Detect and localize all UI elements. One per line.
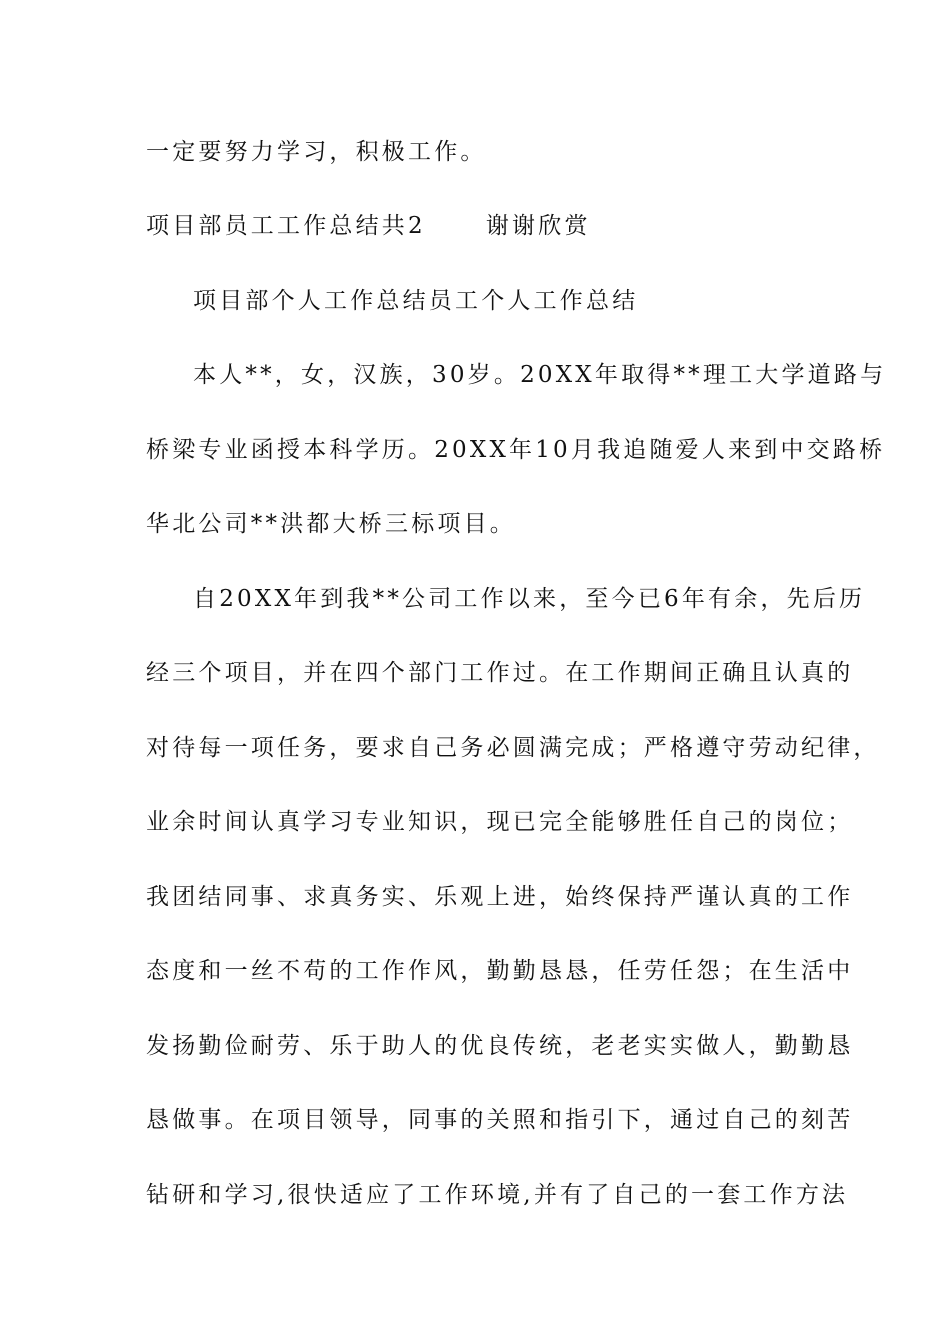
paragraph-2-line-3: 对待每一项任务，要求自己务必圆满完成；严格遵守劳动纪律， (146, 735, 880, 761)
paragraph-2-line-4: 业余时间认真学习专业知识，现已完全能够胜任自己的岗位； (146, 809, 854, 835)
paragraph-2-line-8: 恳做事。在项目领导，同事的关照和指引下，通过自己的刻苦 (146, 1107, 854, 1133)
paragraph-1-line-3: 华北公司**洪都大桥三标项目。 (146, 511, 516, 537)
section-title: 项目部员工工作总结共2 (146, 213, 426, 239)
paragraph-2-line-2: 经三个项目，并在四个部门工作过。在工作期间正确且认真的 (146, 660, 854, 686)
paragraph-1-line-1: 本人**，女，汉族，30岁。20XX年取得**理工大学道路与 (193, 362, 887, 388)
paragraph-2-line-7: 发扬勤俭耐劳、乐于助人的优良传统，老老实实做人，勤勤恳 (146, 1033, 854, 1059)
paragraph-2-line-6: 态度和一丝不苟的工作作风，勤勤恳恳，任劳任怨；在生活中 (146, 958, 854, 984)
section-note: 谢谢欣赏 (485, 213, 591, 239)
section-heading (146, 210, 591, 242)
paragraph-2-line-5: 我团结同事、求真务实、乐观上进，始终保持严谨认真的工作 (146, 884, 854, 910)
paragraph-1-line-2: 桥梁专业函授本科学历。20XX年10月我追随爱人来到中交路桥 (146, 437, 886, 463)
paragraph-2-line-9: 钻研和学习,很快适应了工作环境,并有了自己的一套工作方法 (146, 1182, 849, 1208)
subtitle: 项目部个人工作总结员工个人工作总结 (193, 288, 639, 314)
text-line-1: 一定要努力学习，积极工作。 (146, 139, 487, 165)
paragraph-2-line-1: 自20XX年到我**公司工作以来，至今已6年有余，先后历 (193, 586, 866, 612)
